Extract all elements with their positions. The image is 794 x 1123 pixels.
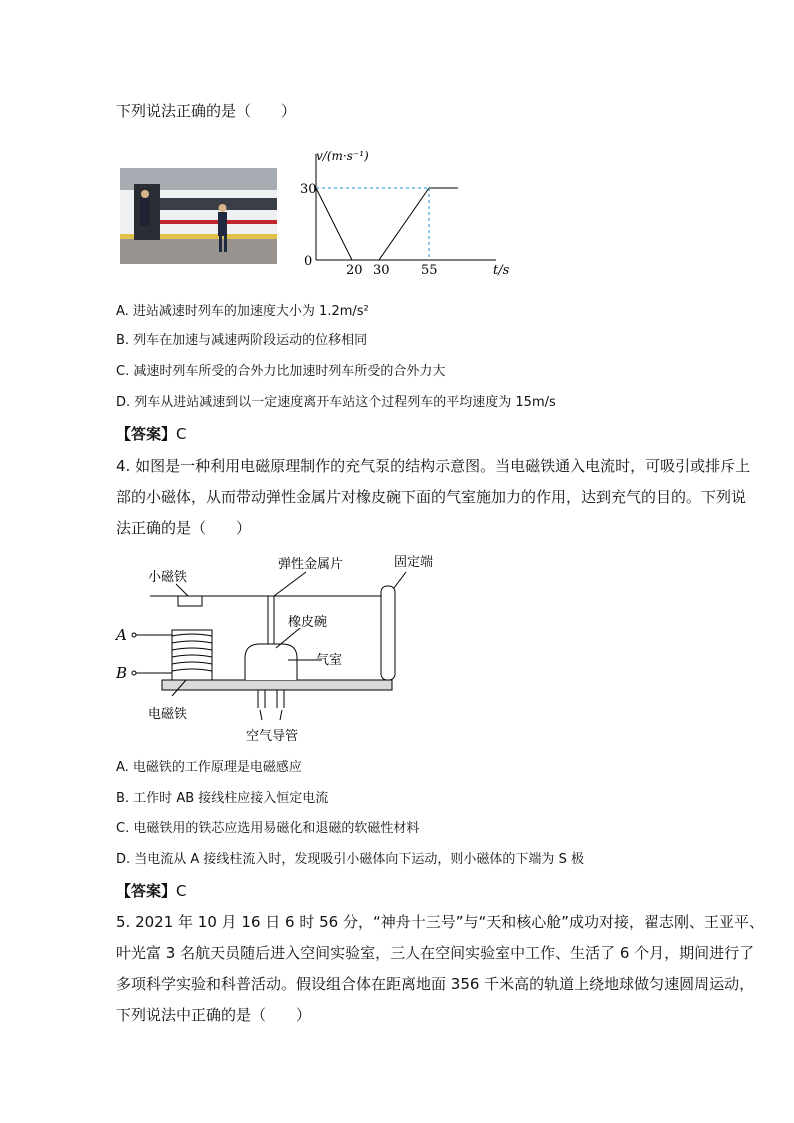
x-tick-55: 55 xyxy=(421,263,438,278)
answer-value: C xyxy=(176,425,187,443)
q3-answer xyxy=(116,423,187,445)
q5-stem-line-1: 5. 2021 年 10 月 16 日 6 时 56 分，“神舟十三号”与“天和核心舱”成功对接，翟志刚、王亚平、 xyxy=(116,913,765,931)
answer-label: 【答案】 xyxy=(116,425,177,443)
x-tick-20: 20 xyxy=(346,263,363,278)
label-air-pipe: 空气导管 xyxy=(246,729,299,744)
q4-stem-line-2: 部的小磁体，从而带动弹性金属片对橡皮碗下面的气室施加力的作用，达到充气的目的。下列说 xyxy=(116,488,747,506)
y-axis-label: v/(m·s⁻¹) xyxy=(316,149,369,163)
y-tick-30: 30 xyxy=(300,182,317,197)
q4-option-a: A. 电磁铁的工作原理是电磁感应 xyxy=(116,760,302,775)
q3-option-b: B. 列车在加速与减速两阶段运动的位移相同 xyxy=(116,333,368,348)
x-axis-label: t/s xyxy=(493,263,510,278)
q4-stem-line-3: 法正确的是（ ） xyxy=(116,519,252,537)
q4-stem-line-1: 4. 如图是一种利用电磁原理制作的充气泵的结构示意图。当电磁铁通入电流时，可吸引或排斥上 xyxy=(116,457,751,475)
label-fixed-end: 固定端 xyxy=(394,555,434,570)
label-electromagnet: 电磁铁 xyxy=(148,707,188,722)
q5-stem-line-3: 多项科学实验和科普活动。假设组合体在距离地面 356 千米高的轨道上绕地球做匀速圆周运动， xyxy=(116,975,755,993)
q3-option-a: A. 进站减速时列车的加速度大小为 1.2m/s² xyxy=(116,304,369,319)
x-tick-30: 30 xyxy=(373,263,390,278)
q4-answer xyxy=(116,880,187,902)
q4-option-b: B. 工作时 AB 接线柱应接入恒定电流 xyxy=(116,791,329,806)
label-rubber-bowl: 橡皮碗 xyxy=(288,615,328,630)
q3-option-c: C. 减速时列车所受的合外力比加速时列车所受的合外力大 xyxy=(116,364,446,379)
pump-diagram xyxy=(110,548,450,748)
q3-option-d: D. 列车从进站减速到以一定速度离开车站这个过程列车的平均速度为 15m/s xyxy=(116,395,556,410)
train-photo xyxy=(120,168,277,264)
label-terminal-a: A xyxy=(116,626,127,644)
label-air-chamber: 气室 xyxy=(316,653,343,668)
q4-option-d: D. 当电流从 A 接线柱流入时，发现吸引小磁体向下运动，则小磁体的下端为 S 极 xyxy=(116,852,584,867)
answer-value: C xyxy=(176,882,187,900)
origin-label: 0 xyxy=(304,254,313,269)
q4-option-c: C. 电磁铁用的铁芯应选用易磁化和退磁的软磁性材料 xyxy=(116,821,420,836)
label-terminal-b: B xyxy=(116,664,128,682)
label-small-magnet: 小磁铁 xyxy=(148,570,188,585)
q5-stem-line-4: 下列说法中正确的是（ ） xyxy=(116,1006,312,1024)
label-spring-plate: 弹性金属片 xyxy=(278,557,344,572)
q5-stem-line-2: 叶光富 3 名航天员随后进入空间实验室，三人在空间实验室中工作、生活了 6 个月，期间进行了 xyxy=(116,944,755,962)
vt-graph xyxy=(296,140,526,280)
q3-stem-tail: 下列说法正确的是（ ） xyxy=(116,102,297,120)
answer-label: 【答案】 xyxy=(116,882,177,900)
